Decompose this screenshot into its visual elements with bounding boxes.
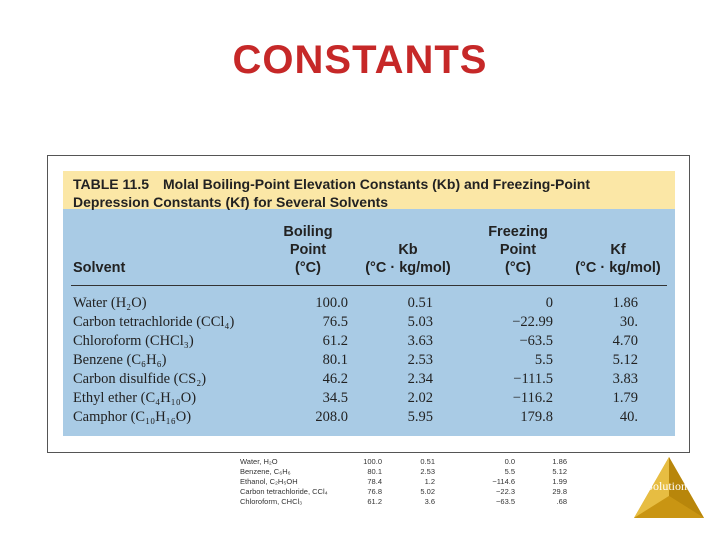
secondary-table [240,457,590,507]
cell-fp: 5.5 [504,467,515,476]
cell-solvent: Chloroform (CHCl₃) [73,333,194,349]
constants-table [63,171,675,436]
secondary-row [240,487,590,497]
cell-kb: 5.95 [407,409,433,425]
cell-kb: 2.34 [407,371,433,387]
secondary-row [240,497,590,507]
cell-kb: 2.53 [420,467,435,476]
cell-kb: 3.63 [407,333,433,349]
cell-kf: 5.12 [552,467,567,476]
cell-solvent: Benzene, C₆H₆ [240,467,291,476]
table-row [63,390,675,409]
cell-solvent: Water, H₂O [240,457,278,466]
cell-kb: 5.02 [420,487,435,496]
header-bp-line3: (°C) [295,260,321,276]
cell-solvent: Ethanol, C₂H₅OH [240,477,298,486]
cell-kf: 40. [619,409,638,425]
cell-fp: 179.8 [520,409,553,425]
cell-solvent: Carbon disulfide (CS₂) [73,371,207,387]
cell-bp: 46.2 [322,371,348,387]
secondary-row [240,457,590,467]
header-fp-line3: (°C) [505,260,531,276]
cell-bp: 34.5 [322,390,348,406]
cell-solvent: Water (H₂O) [73,295,147,311]
cell-kb: 2.02 [407,390,433,406]
table-row [63,314,675,333]
table-number: TABLE 11.5 [73,176,149,192]
cell-kf: 5.12 [612,352,638,368]
table-header [63,223,675,283]
cell-kf: 29.8 [552,487,567,496]
cell-bp: 80.1 [322,352,348,368]
cell-bp: 208.0 [315,409,348,425]
header-kb-line1: Kb [398,242,418,258]
cell-solvent: Benzene (C₆H₆) [73,352,167,368]
cell-fp: 0.0 [504,457,515,466]
table-frame [47,155,690,453]
cell-fp: −63.5 [519,333,553,349]
cell-bp: 76.5 [322,314,348,330]
cell-bp: 80.1 [367,467,382,476]
header-rule [71,285,667,286]
header-fp-line2: Point [499,242,537,258]
cell-kf: .68 [556,497,567,506]
cell-solvent: Ethyl ether (C₄H₁₀O) [73,390,197,406]
cell-kb: 1.2 [424,477,435,486]
cell-fp: −116.2 [512,390,553,406]
cell-kf: 1.79 [612,390,638,406]
cell-kb: 3.6 [424,497,435,506]
cell-kf: 30. [619,314,638,330]
secondary-row [240,467,590,477]
cell-kb: 2.53 [407,352,433,368]
cell-kb: 5.03 [407,314,433,330]
table-body [63,295,675,428]
secondary-row [240,477,590,487]
table-row [63,295,675,314]
header-kb-line2: (°C · kg/mol) [365,260,451,276]
cell-solvent: Carbon tetrachloride (CCl₄) [73,314,235,330]
cell-fp: 0 [545,295,553,311]
cell-kf: 3.83 [612,371,638,387]
cell-bp: 78.4 [367,477,382,486]
cell-bp: 61.2 [322,333,348,349]
cell-solvent: Camphor (C₁₀H₁₆O) [73,409,192,425]
cell-kf: 1.99 [552,477,567,486]
table-row [63,352,675,371]
cell-fp: −111.5 [513,371,553,387]
cell-bp: 76.8 [367,487,382,496]
cell-solvent: Carbon tetrachloride, CCl₄ [240,487,328,496]
header-fp-line1: Freezing [488,224,548,240]
table-row [63,409,675,428]
cell-kf: 1.86 [552,457,567,466]
cell-fp: 5.5 [534,352,553,368]
cell-kf: 1.86 [612,295,638,311]
table-row [63,371,675,390]
header-kf-line2: (°C · kg/mol) [575,260,661,276]
cell-kf: 4.70 [612,333,638,349]
header-bp-line1: Boiling [283,224,333,240]
cell-bp: 61.2 [367,497,382,506]
cell-solvent: Chloroform, CHCl₃ [240,497,303,506]
header-bp-line2: Point [289,242,327,258]
table-caption [63,171,675,209]
caption-line1: Molal Boiling-Point Elevation Constants (Kb) and Freezing-Point [163,176,590,192]
cell-kb: 0.51 [420,457,435,466]
caption-line2: Depression Constants (Kf) for Several Solvents [73,194,389,210]
cell-kb: 0.51 [407,295,433,311]
slide-title: CONSTANTS [232,38,488,82]
cell-fp: −22.99 [512,314,553,330]
header-solvent: Solvent [73,260,126,276]
logo-label[interactable]: Solutions [646,479,692,493]
cell-fp: −22.3 [496,487,515,496]
cell-bp: 100.0 [363,457,382,466]
cell-fp: −63.5 [496,497,515,506]
table-row [63,333,675,352]
cell-fp: −114.6 [492,477,515,486]
header-kf-line1: Kf [610,242,626,258]
cell-bp: 100.0 [315,295,348,311]
